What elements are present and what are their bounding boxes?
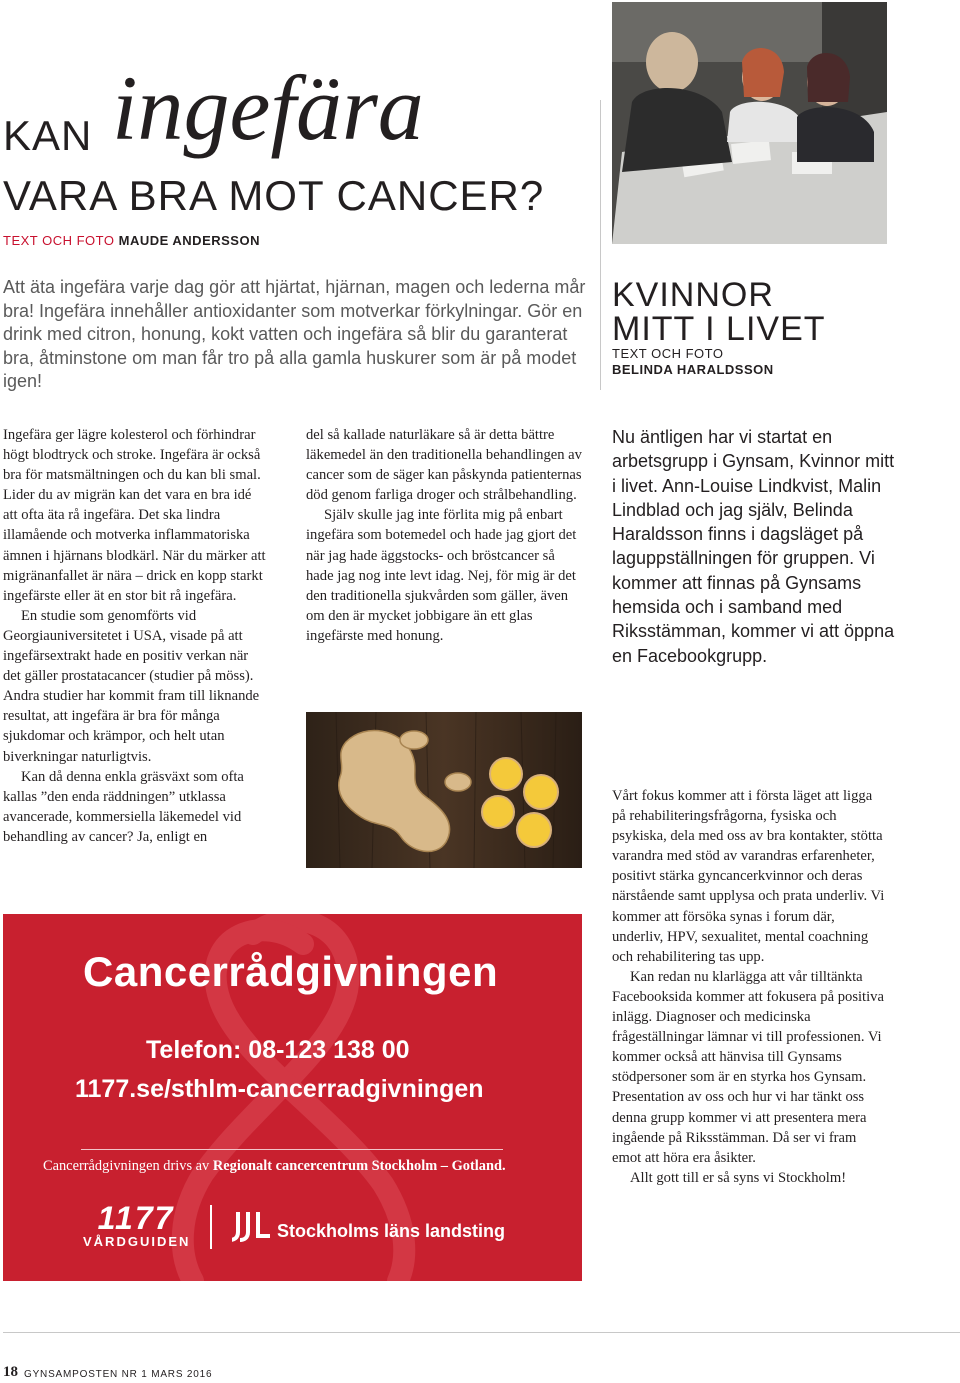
cancerradgivningen-ad[interactable] — [3, 914, 582, 1281]
kvinnor-title — [612, 278, 826, 346]
lead-paragraph: Att äta ingefära varje dag gör att hjärtat, hjärnan, magen och lederna mår bra! Ingefära innehåller antioxidanter som motverkar förkylningar. Gör en drink med citron, honung, kokt vatten och ingefära så blir du garanterat bra, åtminstone om man får tro på alla gamla huskurer som är på modet igen! — [3, 277, 586, 392]
logo-1177-text: 1177 — [97, 1200, 175, 1236]
paragraph: Själv skulle jag inte förlita mig på enbart ingefära som botemedel och hade jag gjort det när jag hade äggstocks- och bröstcancer så hade jag nog inte levt idag. Nej, för mig är det den traditionella sjukvården som gäller, även om den är mycket jobbigare än ett glas ingefärste med honung. — [306, 507, 577, 644]
footer-rule — [3, 1332, 960, 1333]
kvinnor-byline-prefix: TEXT OCH FOTO — [612, 346, 724, 361]
paragraph: Kan redan nu klarlägga att vår tilltänkta Facebooksida kommer att fokusera på positiva inlägg. Diagnoser och medicinska frågeställningar lämnar vi till professionen. Vi kommer också att hänvisa till Gynsams stödpersoner som är en styrka hos Gynsam. Presentation av oss och hur vi har tänkt oss denna grupp kommer vi att presentera mera ingående på Riksstämman. Då ser vi fram emot att höra era åsikter. — [612, 968, 884, 1166]
ad-divider — [81, 1149, 503, 1150]
kvinnor-lead: Nu äntligen har vi startat en arbetsgrupp i Gynsam, Kvinnor mitt i livet. Ann-Louise Lindkvist, Malin Lindblad och jag själv, Belinda Haraldsson finns i dagsläget på laguppställningen för gruppen. Vi kommer att finnas på Gynsams hemsida och i samband med Riksstämman, kommer vi att öppna en Facebookgrupp. — [612, 427, 895, 666]
article-column-1 — [3, 425, 269, 847]
vardguiden-logo — [83, 1202, 189, 1249]
ginger-photo — [306, 712, 582, 868]
kvinnor-byline-author: BELINDA HARALDSSON — [612, 362, 774, 377]
byline-prefix: TEXT OCH FOTO — [3, 233, 115, 248]
headline-ingefara: ingefära — [112, 57, 424, 159]
ad-note — [43, 1158, 506, 1175]
page-number: 18 — [3, 1364, 18, 1380]
paragraph: Vårt fokus kommer att i första läget att ligga på rehabiliteringsfrågorna, fysiska och psykiska, dela med oss av bra kontakter, stötta varandra med stöd av varandras erfarenheter, positivt stärka gyncancerkvinnor och deras närstående samt upplysa och prata underliv. Vi kommer att försöka synas i forum där, underliv, HPV, sexualitet, mental coachning och rehabilitering tas upp. — [612, 788, 885, 965]
paragraph: Ingefära ger lägre kolesterol och förhindrar högt blodtryck och stroke. Ingefära är också bra för matsmältningen och du kan bli smal. Lider du av migrän kan det vara en bra idé att ofta äta rå ingefära. Det ska lindra illamående och motverka inflammatoriska ämnen i hjärnans blodkärl. När du märker att migränanfallet är nära – drick en kopp starkt ingefärste eller ät en stor bit rå ingefära. — [3, 427, 266, 604]
meeting-photo — [612, 2, 887, 244]
ad-phone[interactable]: Telefon: 08-123 138 00 — [146, 1036, 410, 1064]
ad-note-prefix: Cancerrådgivningen drivs av — [43, 1158, 210, 1174]
ad-url[interactable]: 1177.se/sthlm-cancerradgivningen — [75, 1075, 484, 1103]
article-column-2 — [306, 425, 582, 646]
ad-note-org: Regionalt cancercentrum Stockholm – Gotland. — [212, 1158, 506, 1174]
sll-logo-icon — [232, 1206, 272, 1246]
paragraph: En studie som genomförts vid Georgiauniversitetet i USA, visade på att ingefärsextrakt hade en positiv verkan när det gäller prostatacancer (studier på möss). Andra studier har kommit fram till liknande resultat, att ingefära är bra för många sjukdomar och krämpor, och helt utan biverkningar naturligtvis. — [3, 607, 260, 765]
publication-name: GYNSAMPOSTEN NR 1 MARS 2016 — [24, 1369, 213, 1380]
byline-author: MAUDE ANDERSSON — [118, 233, 260, 248]
kvinnor-title-line-2: MITT I LIVET — [612, 310, 826, 348]
headline-kan: KAN — [3, 112, 93, 159]
meeting-illustration — [612, 2, 887, 244]
paragraph: Allt gott till er så syns vi Stockholm! — [630, 1169, 847, 1186]
ginger-illustration — [306, 712, 582, 868]
headline-vara: VARA BRA MOT CANCER? — [3, 172, 545, 219]
kvinnor-body — [612, 786, 888, 1188]
paragraph: del så kallade naturläkare så är detta bättre läkemedel än den traditionella behandlingen av cancer som de säger kan påskynda patienternas död genom farliga droger och strålbehandling. — [306, 427, 582, 504]
kvinnor-title-line-1: KVINNOR — [612, 276, 774, 314]
byline — [3, 233, 260, 248]
paragraph: Kan då denna enkla gräsväxt som ofta kallas ”den enda räddningen” utklassa avancerade, kommersiella läkemedel vid behandling av cancer? Ja, enligt en — [3, 768, 244, 845]
sll-logo-text: Stockholms läns landsting — [277, 1221, 506, 1241]
logo-divider — [210, 1205, 212, 1249]
column-divider — [600, 100, 601, 390]
ad-title: Cancerrådgivningen — [83, 948, 499, 995]
logo-vardguiden-text: VÅRDGUIDEN — [83, 1234, 191, 1249]
